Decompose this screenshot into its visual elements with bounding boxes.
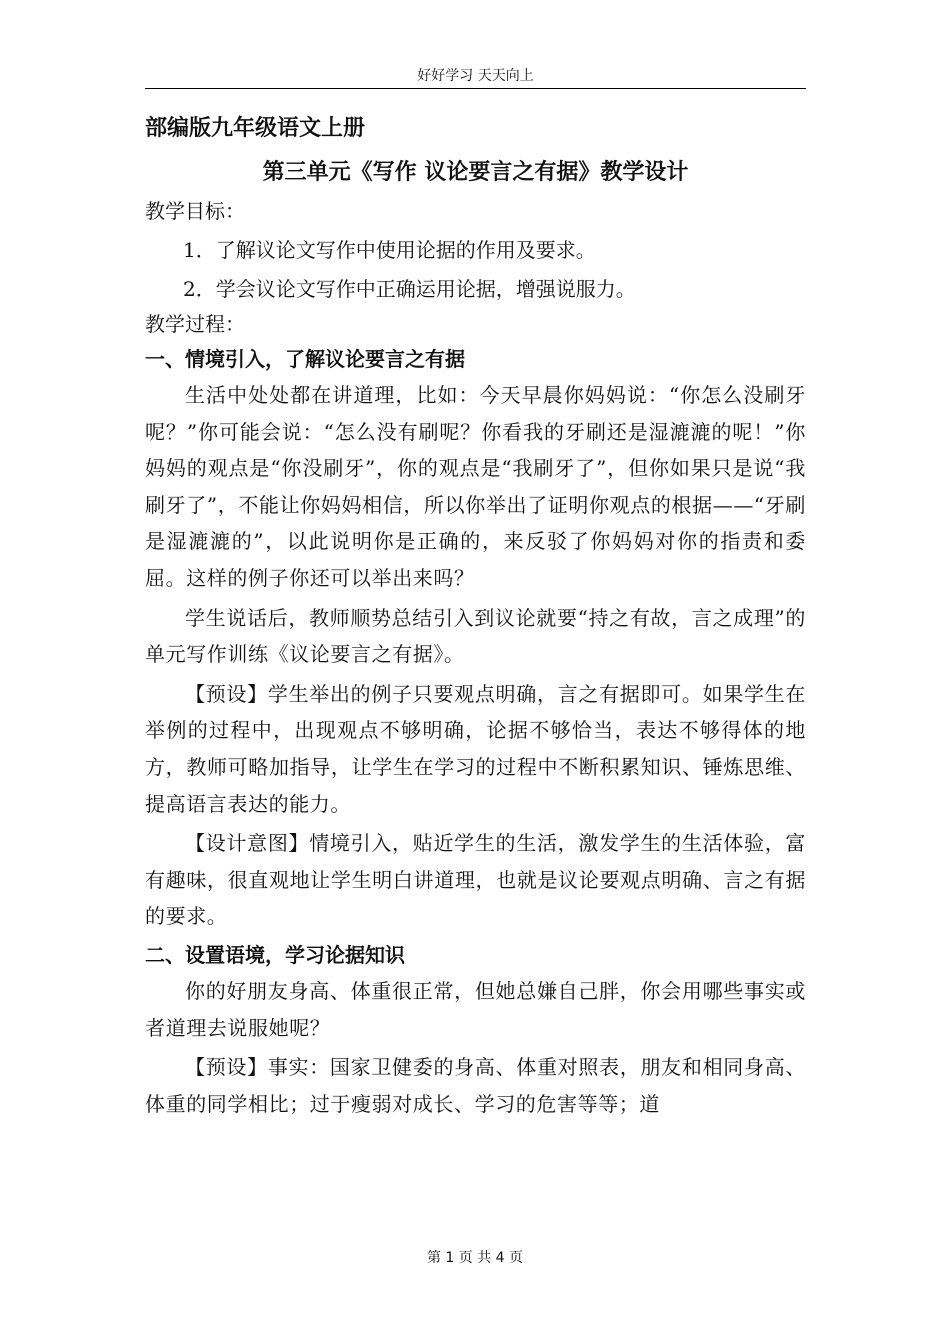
header-divider (145, 88, 806, 89)
paragraph: 学生说话后，教师顺势总结引入到议论就要“持之有故，言之成理”的单元写作训练《议论要言之有据》。 (145, 605, 806, 667)
section-heading: 二、设置语境，学习论据知识 (145, 942, 405, 967)
paragraph: 【设计意图】情境引入，贴近学生的生活，激发学生的生活体验，富有趣味，很直观地让学生明白讲道理，也就是议论要观点明确、言之有据的要求。 (145, 831, 806, 929)
document-subtitle: 第三单元《写作 议论要言之有据》教学设计 (262, 160, 689, 185)
page-footer: 第 1 页 共 4 页 (426, 1250, 524, 1266)
paragraph: 你的好朋友身高、体重很正常，但她总嫌自己胖，你会用哪些事实或者道理去说服她呢？ (145, 978, 806, 1040)
process-label: 教学过程： (145, 312, 245, 336)
document-body (145, 104, 806, 1125)
goal-item: 2．学会议论文写作中正确运用论据，增强说服力。 (183, 277, 636, 301)
paragraph: 【预设】学生举出的例子只要观点明确，言之有据即可。如果学生在举例的过程中，出现观点不够明确，论据不够恰当，表达不够得体的地方，教师可略加指导，让学生在学习的过程中不断积累知识、锤炼思维、提高语言表达的能力。 (145, 681, 806, 816)
goals-label: 教学目标： (145, 199, 245, 223)
page-header: 好好学习 天天向上 (417, 68, 534, 84)
paragraph: 【预设】事实：国家卫健委的身高、体重对照表，朋友和相同身高、体重的同学相比；过于瘦弱对成长、学习的危害等等；道 (145, 1055, 806, 1116)
paragraph: 生活中处处都在讲道理，比如：今天早晨你妈妈说：“你怎么没刷牙呢？”你可能会说：“怎么没有刷呢？你看我的牙刷还是湿漉漉的呢！”你妈妈的观点是“你没刷牙”，你的观点是“我刷牙了”，但你如果只是说“我刷牙了”，不能让你妈妈相信，所以你举出了证明你观点的根据——“牙刷是湿漉漉的”，以此说明你是正确的，来反驳了你妈妈对你的指责和委屈。这样的例子你还可以举出来吗？ (145, 383, 806, 590)
document-title: 部编版九年级语文上册 (145, 116, 366, 141)
goal-item: 1．了解议论文写作中使用论据的作用及要求。 (183, 238, 596, 262)
section-heading: 一、情境引入，了解议论要言之有据 (145, 347, 465, 371)
